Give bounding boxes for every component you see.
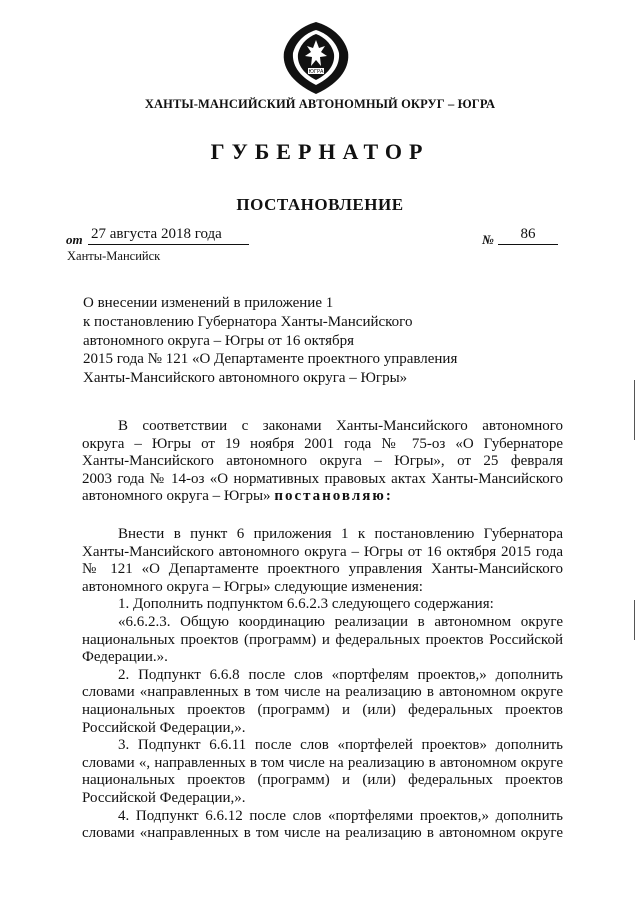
number-label: № [482, 232, 494, 247]
item-1-quote-line: Федерации.». [82, 649, 168, 666]
svg-text:ЮГРА: ЮГРА [308, 69, 324, 75]
item-2-line: 2. Подпункт 6.6.8 после слов «портфелям проектов,» дополнить [118, 666, 563, 683]
subject-line: Ханты-Мансийского автономного округа – Югры» [83, 370, 408, 387]
preamble-line: округа – Югры от 19 ноября 2001 года № 75-оз «О Губернаторе [82, 435, 563, 452]
preamble-line: автономного округа – Югры» [82, 488, 271, 505]
document-subject [83, 294, 457, 388]
decree-colon: : [385, 488, 391, 505]
amendments-section [82, 526, 563, 843]
item-2-line: словами «направленных в том числе на реализацию в автономном округе [82, 684, 563, 701]
item-2-line: национальных проектов (программ) и (или) федеральных проектов [82, 701, 563, 718]
date-label: от [66, 232, 83, 247]
subject-line: 2015 года № 121 «О Департаменте проектного управления [83, 351, 458, 368]
item-3-line: национальных проектов (программ) и (или) федеральных проектов [82, 772, 563, 789]
item-1-line: 1. Дополнить подпунктом 6.6.2.3 следующего содержания: [118, 596, 494, 613]
intro-line: Ханты-Мансийского автономного округа – Югры от 16 октября 2015 года [82, 543, 563, 560]
coat-of-arms-emblem [278, 20, 354, 96]
preamble-line: Ханты-Мансийского автономного округа – Югры», от 25 февраля [82, 453, 563, 470]
city-name: Ханты-Мансийск [67, 249, 161, 263]
intro-line: № 121 «О Департаменте проектного управления Ханты-Мансийского [82, 561, 563, 578]
document-date: 27 августа 2018 года [88, 226, 249, 245]
subject-line: к постановлению Губернатора Ханты-Мансийского [83, 313, 413, 330]
scan-edge-mark [634, 380, 635, 440]
preamble-paragraph [82, 418, 563, 506]
intro-line: Внести в пункт 6 приложения 1 к постановлению Губернатора [118, 526, 563, 542]
document-type-title: ПОСТАНОВЛЕНИЕ [236, 195, 404, 214]
preamble-last-line [82, 488, 563, 506]
intro-line: автономного округа – Югры» следующие изменения: [82, 578, 423, 595]
item-3-line: Российской Федерации,». [82, 789, 246, 806]
subject-line: О внесении изменений в приложение 1 [83, 295, 334, 311]
item-4-line: словами «направленных в том числе на реализацию в автономном округе [82, 825, 563, 842]
preamble-line: 2003 года № 14-оз «О нормативных правовых актах Ханты-Мансийского [82, 470, 563, 487]
item-3-line: словами «, направленных в том числе на реализацию в автономном округе [82, 754, 563, 771]
subject-line: автономного округа – Югры от 16 октября [83, 332, 355, 349]
item-2-line: Российской Федерации,». [82, 719, 246, 736]
item-1-quote-line: национальных проектов (программ) и федеральных проектов Российской [82, 631, 563, 648]
authority-title: ГУБЕРНАТОР [210, 139, 430, 164]
item-3-line: 3. Подпункт 6.6.11 после слов «портфелей проектов» дополнить [118, 737, 563, 754]
scan-edge-mark [634, 600, 635, 640]
document-number: 86 [498, 226, 558, 245]
region-title: ХАНТЫ-МАНСИЙСКИЙ АВТОНОМНЫЙ ОКРУГ – ЮГРА [144, 97, 496, 111]
item-4-line: 4. Подпункт 6.6.12 после слов «портфелями проектов,» дополнить [118, 807, 563, 824]
item-1-quote-line: «6.6.2.3. Общую координацию реализации в автономном округе [118, 613, 563, 630]
decree-word: постановляю [274, 488, 386, 505]
preamble-line: В соответствии с законами Ханты-Мансийского автономного [118, 418, 563, 434]
